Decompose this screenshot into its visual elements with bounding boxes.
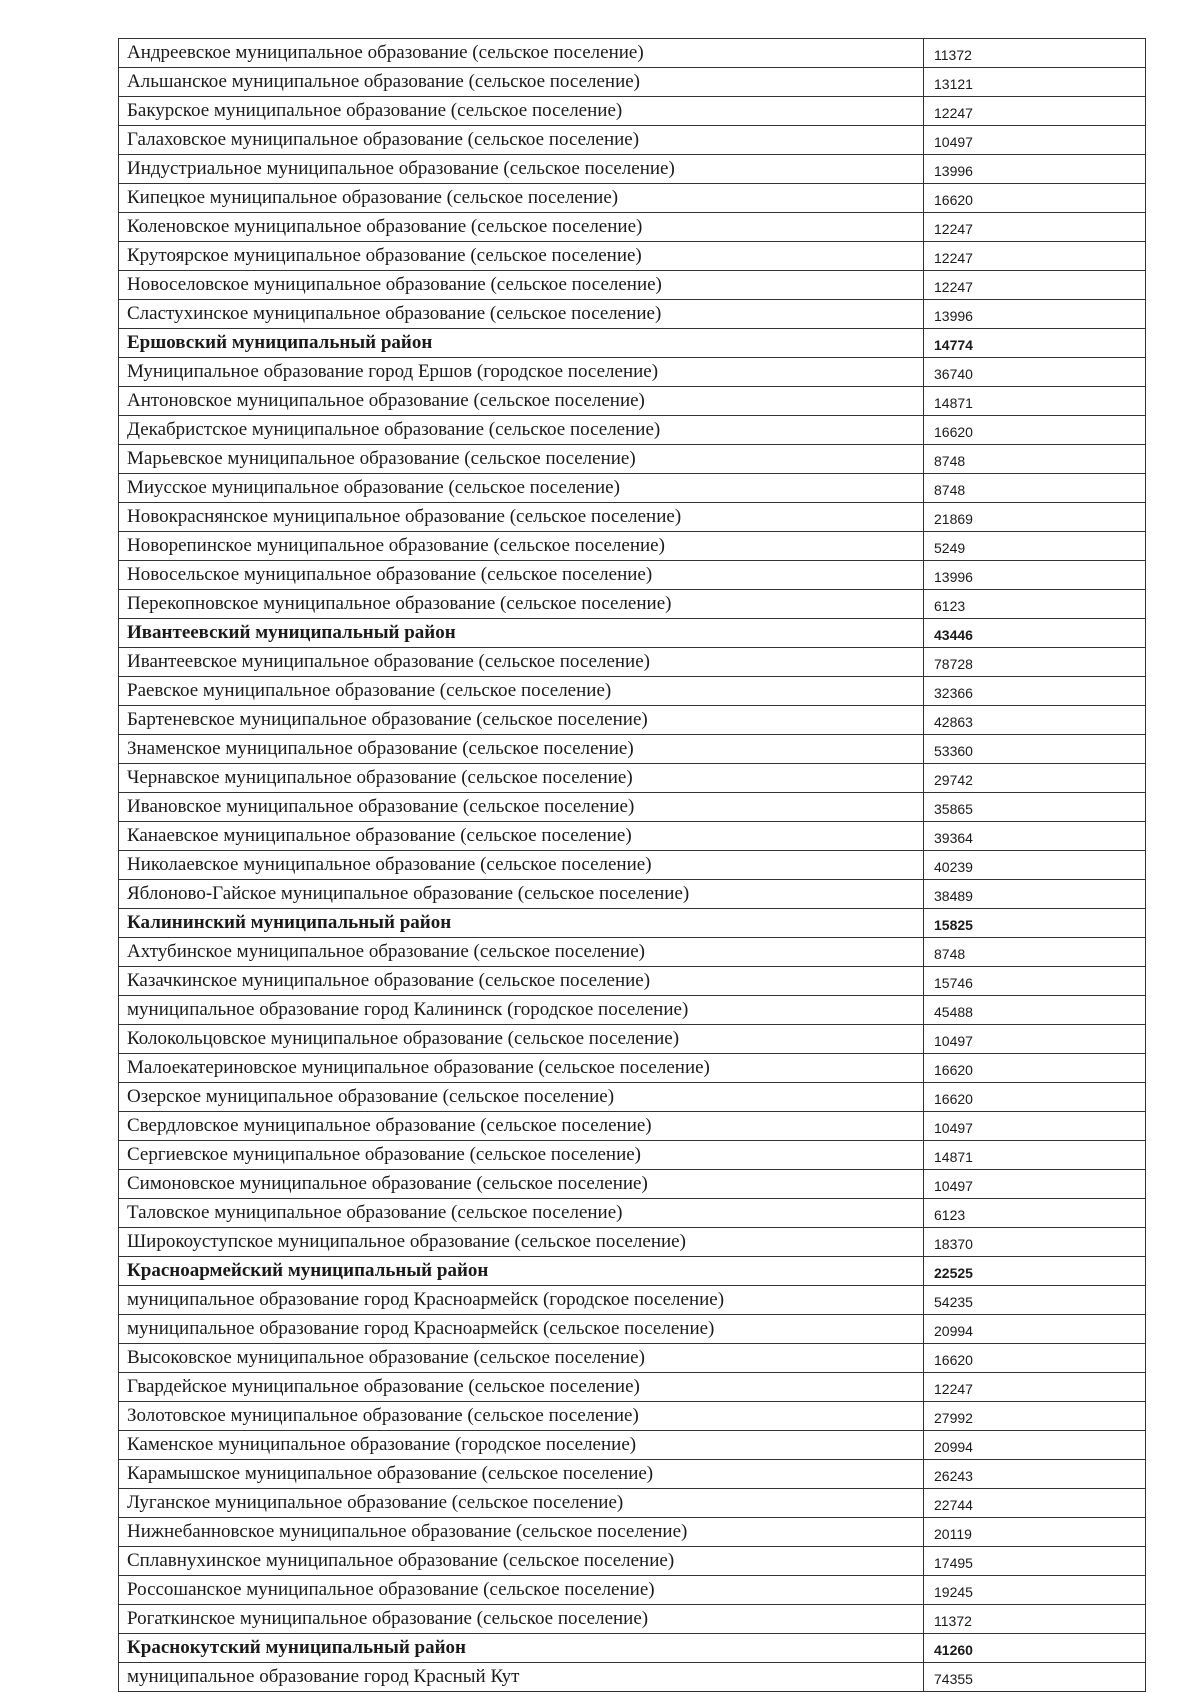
- value-cell: 40239: [924, 851, 1146, 880]
- municipality-name: Россошанское муниципальное образование (сельское поселение): [119, 1576, 924, 1605]
- table-row: [119, 561, 1146, 590]
- table-row: [119, 300, 1146, 329]
- value-cell: 16620: [924, 1083, 1146, 1112]
- municipality-name: Сергиевское муниципальное образование (сельское поселение): [119, 1141, 924, 1170]
- table-row: [119, 590, 1146, 619]
- municipal-table: [118, 38, 1146, 1692]
- table-row: [119, 416, 1146, 445]
- municipality-name: Новосельское муниципальное образование (сельское поселение): [119, 561, 924, 590]
- municipality-name: муниципальное образование город Красный Кут: [119, 1663, 924, 1692]
- value-cell: 8748: [924, 445, 1146, 474]
- value-cell: 36740: [924, 358, 1146, 387]
- table-row: [119, 387, 1146, 416]
- municipality-name: Золотовское муниципальное образование (сельское поселение): [119, 1402, 924, 1431]
- municipality-name: Луганское муниципальное образование (сельское поселение): [119, 1489, 924, 1518]
- value-cell: 19245: [924, 1576, 1146, 1605]
- value-cell: 27992: [924, 1402, 1146, 1431]
- value-cell: 15825: [924, 909, 1146, 938]
- municipality-name: Высоковское муниципальное образование (сельское поселение): [119, 1344, 924, 1373]
- table-row: [119, 271, 1146, 300]
- value-cell: 16620: [924, 1054, 1146, 1083]
- value-cell: 14871: [924, 1141, 1146, 1170]
- municipality-name: Бартеневское муниципальное образование (сельское поселение): [119, 706, 924, 735]
- table-row: [119, 1141, 1146, 1170]
- value-cell: 16620: [924, 416, 1146, 445]
- table-row: [119, 1112, 1146, 1141]
- table-row: [119, 1460, 1146, 1489]
- table-row: [119, 68, 1146, 97]
- table-row: [119, 1199, 1146, 1228]
- municipality-name: Нижнебанновское муниципальное образование (сельское поселение): [119, 1518, 924, 1547]
- table-row: [119, 793, 1146, 822]
- municipality-name: Ивантеевское муниципальное образование (сельское поселение): [119, 648, 924, 677]
- municipality-name: муниципальное образование город Красноармейск (городское поселение): [119, 1286, 924, 1315]
- value-cell: 12247: [924, 1373, 1146, 1402]
- municipality-name: Свердловское муниципальное образование (сельское поселение): [119, 1112, 924, 1141]
- table-row: [119, 1083, 1146, 1112]
- value-cell: 26243: [924, 1460, 1146, 1489]
- value-cell: 6123: [924, 590, 1146, 619]
- value-cell: 8748: [924, 938, 1146, 967]
- value-cell: 29742: [924, 764, 1146, 793]
- municipality-name: муниципальное образование город Калининск (городское поселение): [119, 996, 924, 1025]
- value-cell: 13121: [924, 68, 1146, 97]
- value-cell: 10497: [924, 1170, 1146, 1199]
- value-cell: 16620: [924, 184, 1146, 213]
- value-cell: 13996: [924, 300, 1146, 329]
- municipality-name: Канаевское муниципальное образование (сельское поселение): [119, 822, 924, 851]
- municipality-name: Гвардейское муниципальное образование (сельское поселение): [119, 1373, 924, 1402]
- municipality-name: Малоекатериновское муниципальное образование (сельское поселение): [119, 1054, 924, 1083]
- municipality-name: Галаховское муниципальное образование (сельское поселение): [119, 126, 924, 155]
- municipality-name: Бакурское муниципальное образование (сельское поселение): [119, 97, 924, 126]
- table-row: [119, 1373, 1146, 1402]
- table-row: [119, 677, 1146, 706]
- table-row: [119, 1431, 1146, 1460]
- value-cell: 12247: [924, 97, 1146, 126]
- municipality-name: Таловское муниципальное образование (сельское поселение): [119, 1199, 924, 1228]
- municipality-name: Коленовское муниципальное образование (сельское поселение): [119, 213, 924, 242]
- municipality-name: Казачкинское муниципальное образование (сельское поселение): [119, 967, 924, 996]
- district-name: Краснокутский муниципальный район: [119, 1634, 924, 1663]
- value-cell: 11372: [924, 39, 1146, 68]
- value-cell: 6123: [924, 1199, 1146, 1228]
- municipality-name: Яблоново-Гайское муниципальное образование (сельское поселение): [119, 880, 924, 909]
- municipality-name: Перекопновское муниципальное образование (сельское поселение): [119, 590, 924, 619]
- district-name: Ивантеевский муниципальный район: [119, 619, 924, 648]
- table-row: [119, 1489, 1146, 1518]
- table-row: [119, 1025, 1146, 1054]
- municipality-name: Декабристское муниципальное образование (сельское поселение): [119, 416, 924, 445]
- municipality-name: Новокраснянское муниципальное образование (сельское поселение): [119, 503, 924, 532]
- table-row: [119, 1170, 1146, 1199]
- value-cell: 10497: [924, 1025, 1146, 1054]
- table-row: [119, 996, 1146, 1025]
- value-cell: 15746: [924, 967, 1146, 996]
- district-row: [119, 1634, 1146, 1663]
- table-body: [119, 39, 1146, 1692]
- district-row: [119, 329, 1146, 358]
- municipality-name: Ахтубинское муниципальное образование (сельское поселение): [119, 938, 924, 967]
- municipality-name: Симоновское муниципальное образование (сельское поселение): [119, 1170, 924, 1199]
- value-cell: 22525: [924, 1257, 1146, 1286]
- municipality-name: Андреевское муниципальное образование (сельское поселение): [119, 39, 924, 68]
- municipality-name: Карамышское муниципальное образование (сельское поселение): [119, 1460, 924, 1489]
- municipality-name: муниципальное образование город Красноармейск (сельское поселение): [119, 1315, 924, 1344]
- municipality-name: Сплавнухинское муниципальное образование (сельское поселение): [119, 1547, 924, 1576]
- value-cell: 32366: [924, 677, 1146, 706]
- municipality-name: Альшанское муниципальное образование (сельское поселение): [119, 68, 924, 97]
- municipality-name: Муниципальное образование город Ершов (городское поселение): [119, 358, 924, 387]
- table-row: [119, 822, 1146, 851]
- district-name: Калининский муниципальный район: [119, 909, 924, 938]
- district-row: [119, 909, 1146, 938]
- table-row: [119, 358, 1146, 387]
- value-cell: 35865: [924, 793, 1146, 822]
- value-cell: 10497: [924, 1112, 1146, 1141]
- value-cell: 10497: [924, 126, 1146, 155]
- table-row: [119, 503, 1146, 532]
- value-cell: 20119: [924, 1518, 1146, 1547]
- table-row: [119, 126, 1146, 155]
- table-row: [119, 1663, 1146, 1692]
- table-row: [119, 880, 1146, 909]
- municipality-name: Николаевское муниципальное образование (сельское поселение): [119, 851, 924, 880]
- municipality-name: Широкоуступское муниципальное образование (сельское поселение): [119, 1228, 924, 1257]
- table-row: [119, 1605, 1146, 1634]
- value-cell: 8748: [924, 474, 1146, 503]
- table-row: [119, 764, 1146, 793]
- table-row: [119, 155, 1146, 184]
- table-row: [119, 1344, 1146, 1373]
- table-row: [119, 474, 1146, 503]
- municipality-name: Кипецкое муниципальное образование (сельское поселение): [119, 184, 924, 213]
- table-row: [119, 1547, 1146, 1576]
- table-row: [119, 1228, 1146, 1257]
- value-cell: 38489: [924, 880, 1146, 909]
- value-cell: 14871: [924, 387, 1146, 416]
- value-cell: 17495: [924, 1547, 1146, 1576]
- value-cell: 14774: [924, 329, 1146, 358]
- value-cell: 54235: [924, 1286, 1146, 1315]
- municipality-name: Сластухинское муниципальное образование (сельское поселение): [119, 300, 924, 329]
- value-cell: 78728: [924, 648, 1146, 677]
- table-row: [119, 706, 1146, 735]
- table-row: [119, 938, 1146, 967]
- municipality-name: Марьевское муниципальное образование (сельское поселение): [119, 445, 924, 474]
- value-cell: 12247: [924, 213, 1146, 242]
- district-name: Ершовский муниципальный район: [119, 329, 924, 358]
- value-cell: 42863: [924, 706, 1146, 735]
- value-cell: 21869: [924, 503, 1146, 532]
- table-row: [119, 97, 1146, 126]
- value-cell: 45488: [924, 996, 1146, 1025]
- table-row: [119, 648, 1146, 677]
- table-row: [119, 967, 1146, 996]
- municipality-name: Крутоярское муниципальное образование (сельское поселение): [119, 242, 924, 271]
- table-row: [119, 1576, 1146, 1605]
- value-cell: 53360: [924, 735, 1146, 764]
- table-row: [119, 851, 1146, 880]
- table-row: [119, 532, 1146, 561]
- municipality-name: Знаменское муниципальное образование (сельское поселение): [119, 735, 924, 764]
- table-row: [119, 735, 1146, 764]
- value-cell: 20994: [924, 1315, 1146, 1344]
- value-cell: 13996: [924, 561, 1146, 590]
- municipality-name: Ивановское муниципальное образование (сельское поселение): [119, 793, 924, 822]
- table-row: [119, 1315, 1146, 1344]
- municipality-name: Раевское муниципальное образование (сельское поселение): [119, 677, 924, 706]
- value-cell: 20994: [924, 1431, 1146, 1460]
- table-row: [119, 1286, 1146, 1315]
- table-row: [119, 1402, 1146, 1431]
- table-row: [119, 445, 1146, 474]
- municipality-name: Антоновское муниципальное образование (сельское поселение): [119, 387, 924, 416]
- municipality-name: Новоселовское муниципальное образование (сельское поселение): [119, 271, 924, 300]
- table-row: [119, 184, 1146, 213]
- value-cell: 43446: [924, 619, 1146, 648]
- value-cell: 12247: [924, 242, 1146, 271]
- value-cell: 74355: [924, 1663, 1146, 1692]
- value-cell: 11372: [924, 1605, 1146, 1634]
- value-cell: 13996: [924, 155, 1146, 184]
- table-row: [119, 242, 1146, 271]
- municipality-name: Индустриальное муниципальное образование (сельское поселение): [119, 155, 924, 184]
- municipality-name: Каменское муниципальное образование (городское поселение): [119, 1431, 924, 1460]
- district-row: [119, 619, 1146, 648]
- municipality-name: Новорепинское муниципальное образование (сельское поселение): [119, 532, 924, 561]
- value-cell: 22744: [924, 1489, 1146, 1518]
- municipality-name: Рогаткинское муниципальное образование (сельское поселение): [119, 1605, 924, 1634]
- value-cell: 41260: [924, 1634, 1146, 1663]
- value-cell: 18370: [924, 1228, 1146, 1257]
- district-row: [119, 1257, 1146, 1286]
- municipality-name: Чернавское муниципальное образование (сельское поселение): [119, 764, 924, 793]
- table-row: [119, 1054, 1146, 1083]
- table-row: [119, 213, 1146, 242]
- table-row: [119, 39, 1146, 68]
- value-cell: 5249: [924, 532, 1146, 561]
- municipality-name: Озерское муниципальное образование (сельское поселение): [119, 1083, 924, 1112]
- value-cell: 12247: [924, 271, 1146, 300]
- municipality-name: Колокольцовское муниципальное образование (сельское поселение): [119, 1025, 924, 1054]
- value-cell: 16620: [924, 1344, 1146, 1373]
- value-cell: 39364: [924, 822, 1146, 851]
- municipality-name: Миусское муниципальное образование (сельское поселение): [119, 474, 924, 503]
- district-name: Красноармейский муниципальный район: [119, 1257, 924, 1286]
- table-row: [119, 1518, 1146, 1547]
